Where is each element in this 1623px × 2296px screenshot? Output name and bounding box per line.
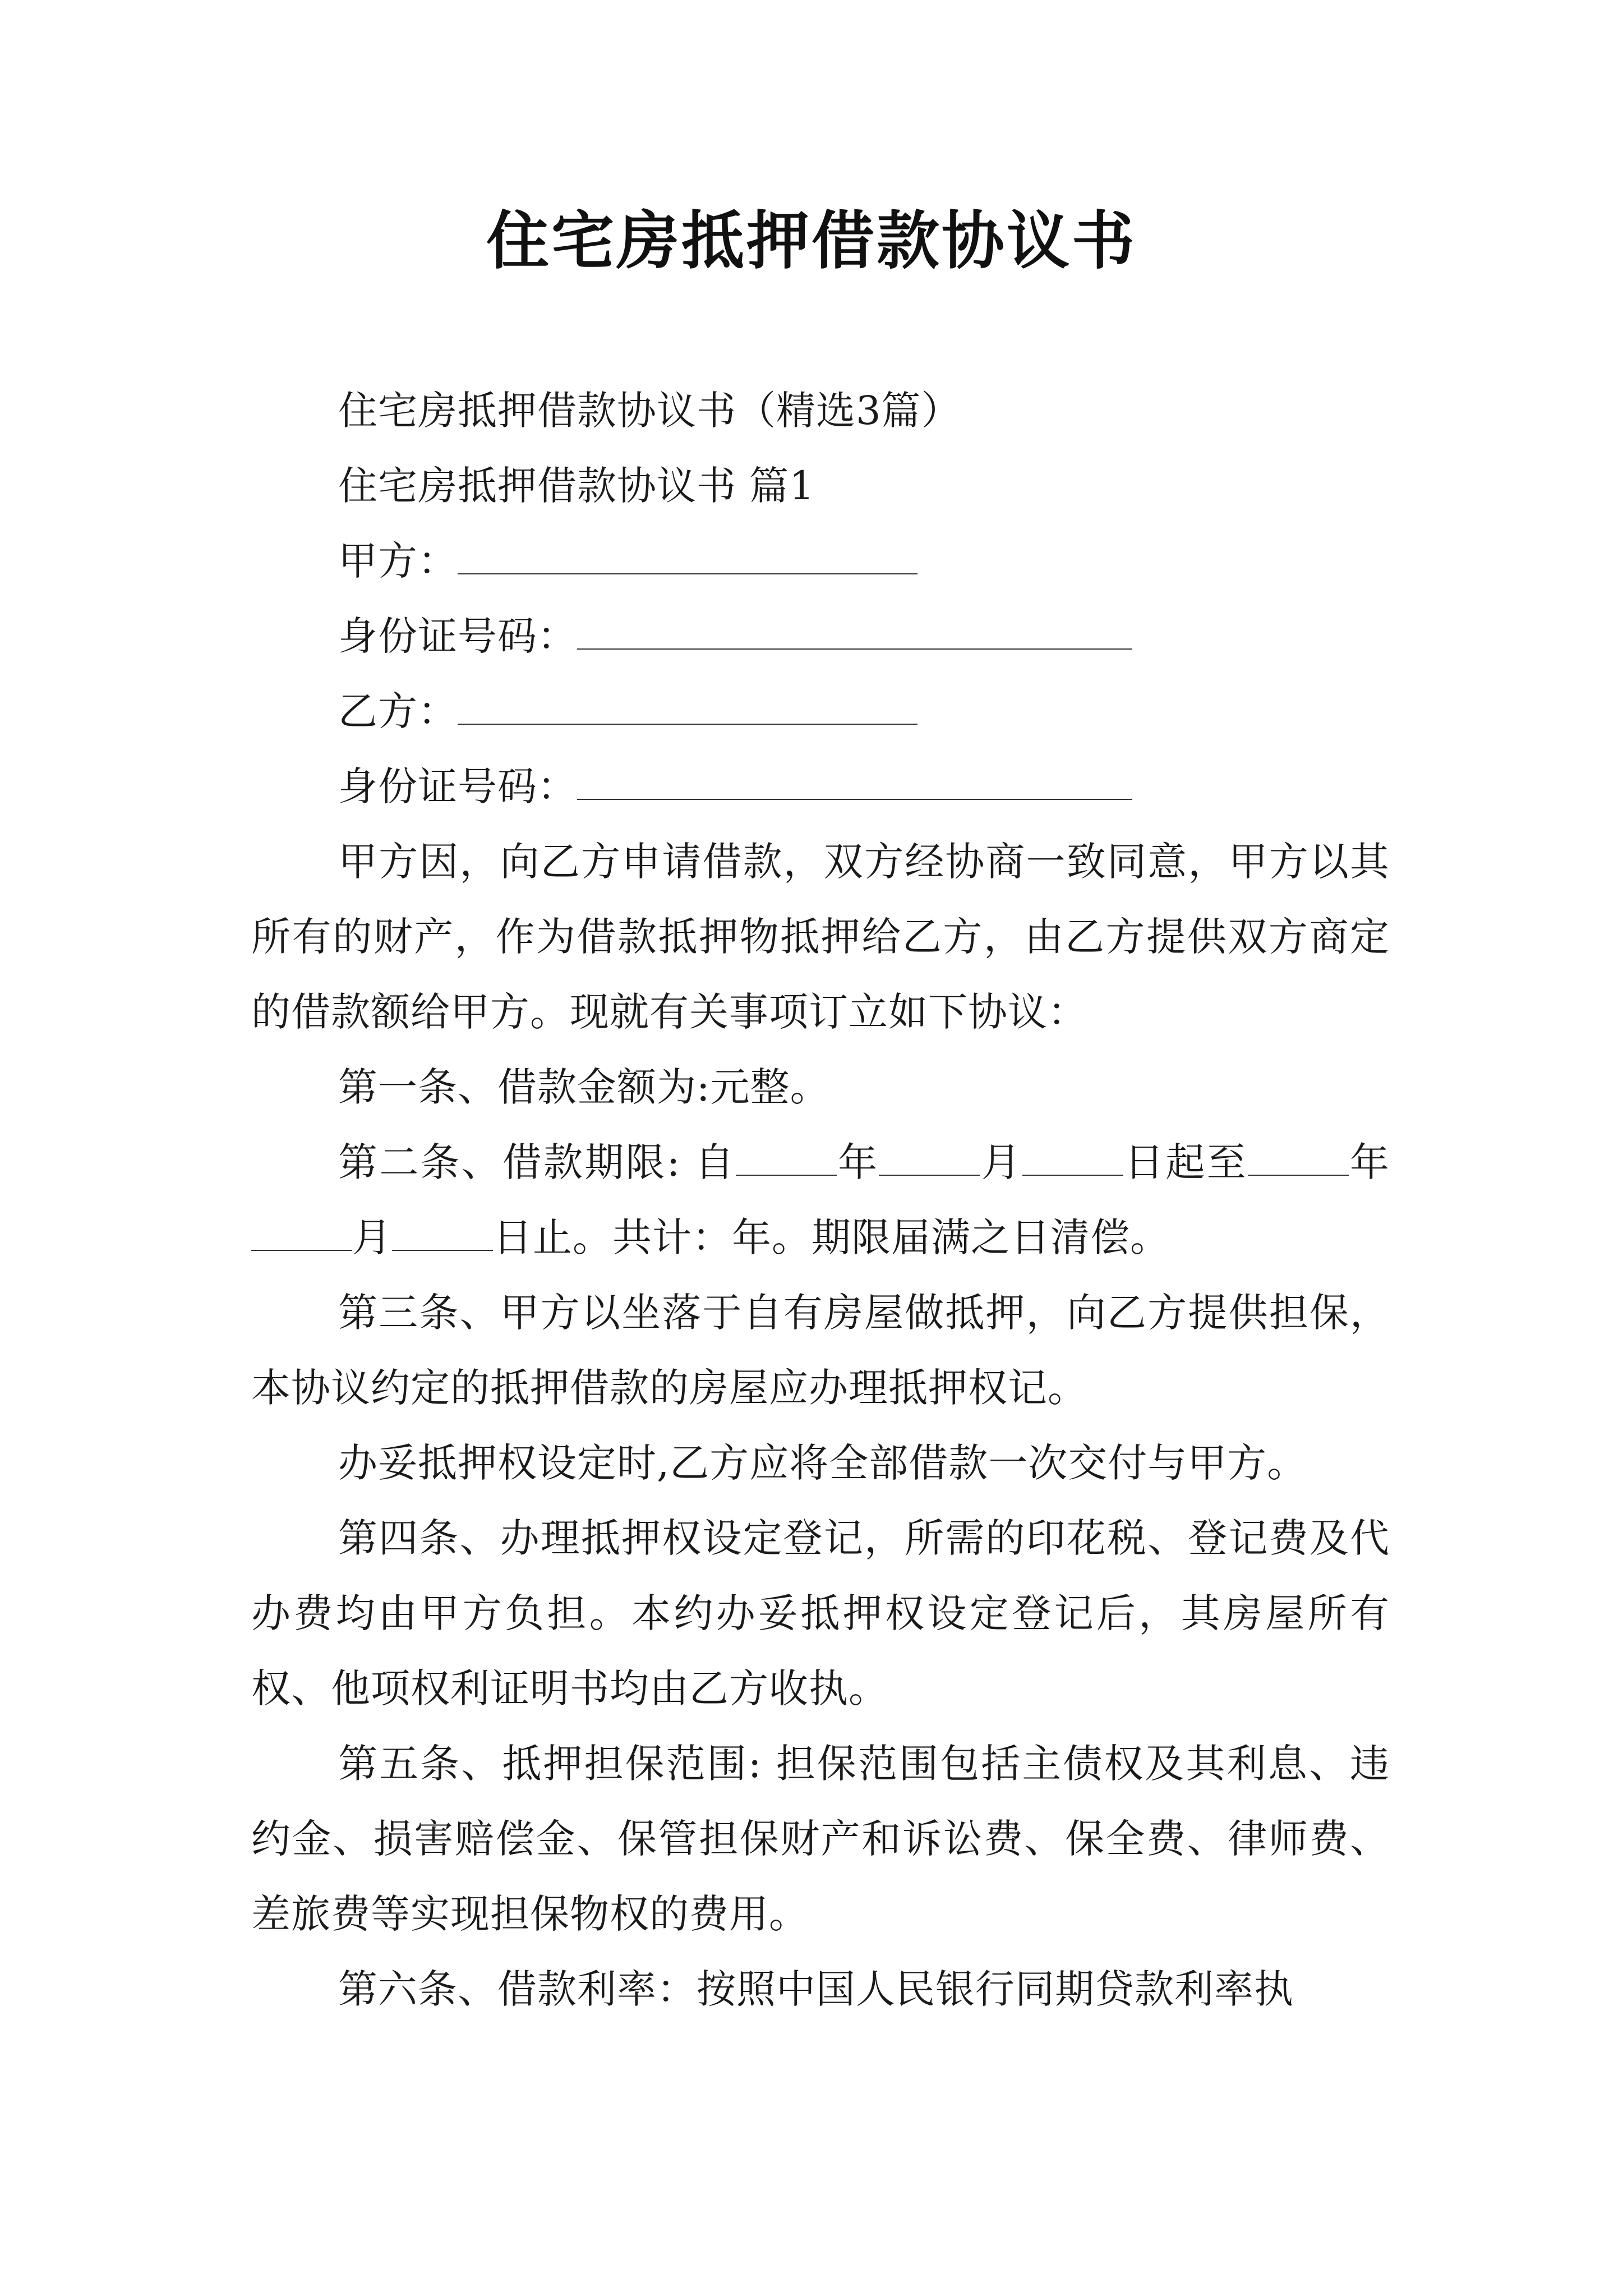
party-a-label: 甲方： xyxy=(338,538,458,584)
art2-blank-month-end xyxy=(251,1216,352,1251)
party-b-id-label: 身份证号码： xyxy=(338,763,577,809)
art2-text-7: 日止。共计：年。期限届满之日清偿。 xyxy=(493,1214,1170,1260)
art2-text-5: 年 xyxy=(1348,1139,1390,1185)
art2-blank-day-end xyxy=(392,1216,493,1251)
art2-blank-year-end xyxy=(1248,1141,1349,1176)
article-5: 第五条、抵押担保范围: 担保范围包括主债权及其利息、违约金、损害赔偿金、保管担保财产和诉讼费、保全费、律师费、差旅费等实现担保物权的费用。 xyxy=(251,1741,1390,1937)
article-1: 第一条、借款金额为:元整。 xyxy=(338,1064,830,1110)
party-b-label: 乙方： xyxy=(338,688,458,734)
subtitle: 住宅房抵押借款协议书（精选3篇） xyxy=(338,388,961,434)
article-3b: 办妥抵押权设定时,乙方应将全部借款一次交付与甲方。 xyxy=(338,1440,1307,1486)
party-b-id-blank xyxy=(577,765,1132,800)
article-6: 第六条、借款利率：按照中国人民银行同期贷款利率执 xyxy=(338,1966,1294,2012)
article-4: 第四条、办理抵押权设定登记，所需的印花税、登记费及代办费均由甲方负担。本约办妥抵押权设定登记后，其房屋所有权、他项权利证明书均由乙方收执。 xyxy=(251,1515,1390,1711)
intro-paragraph: 甲方因，向乙方申请借款，双方经协商一致同意，甲方以其所有的财产，作为借款抵押物抵押给乙方，由乙方提供双方商定的借款额给甲方。现就有关事项订立如下协议： xyxy=(251,839,1390,1035)
party-a-line xyxy=(251,523,1390,599)
art2-text-4: 日起至 xyxy=(1123,1139,1248,1185)
party-a-id-blank xyxy=(577,615,1132,650)
party-b-blank xyxy=(458,690,917,725)
section-heading: 住宅房抵押借款协议书 篇1 xyxy=(338,463,815,509)
party-a-blank xyxy=(458,540,917,574)
art2-text-3: 月 xyxy=(980,1139,1022,1185)
art2-blank-day-start xyxy=(1022,1141,1123,1176)
party-b-id-line xyxy=(251,749,1390,824)
document-title: 住宅房抵押借款协议书 xyxy=(486,204,1137,278)
party-b-line xyxy=(251,674,1390,749)
article-2 xyxy=(251,1125,1390,1275)
party-a-id-line xyxy=(251,599,1390,674)
article-3: 第三条、甲方以坐落于自有房屋做抵押，向乙方提供担保，本协议约定的抵押借款的房屋应办理抵押权记。 xyxy=(251,1290,1390,1411)
art2-blank-month-start xyxy=(879,1141,980,1176)
art2-blank-year-start xyxy=(736,1141,837,1176)
art2-text-1: 第二条、借款期限: 自 xyxy=(338,1139,736,1185)
art2-text-6: 月 xyxy=(352,1214,392,1260)
party-a-id-label: 身份证号码： xyxy=(338,613,577,659)
art2-text-2: 年 xyxy=(837,1139,879,1185)
document-body xyxy=(251,373,1390,2027)
